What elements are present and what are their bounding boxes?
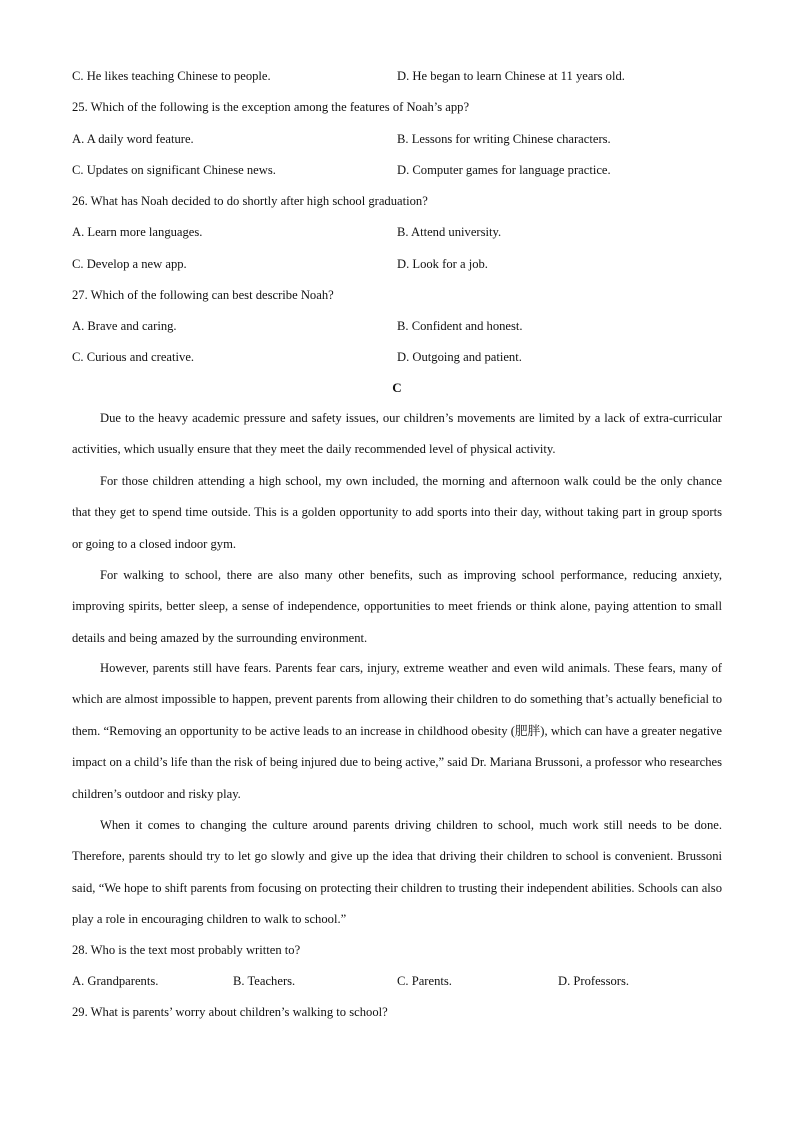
q28-option-b: B. Teachers.	[233, 974, 296, 988]
q28-option-a: A. Grandparents.	[72, 974, 159, 988]
q28-option-d: D. Professors.	[558, 974, 630, 988]
q27-option-b: B. Confident and honest.	[397, 319, 523, 333]
passage-paragraph-5: When it comes to changing the culture around parents driving children to school, much work still needs to be done. Therefore, parents should try to let go slowly and give up the idea that driving their children to school is convenient. Brussoni said, “We hope to shift parents from focusing on protecting their children to trusting their independent abilities. Schools can also play a role in encouraging children to walk to school.”	[72, 818, 722, 927]
passage-paragraph-1: Due to the heavy academic pressure and safety issues, our children’s movements are limited by a lack of extra-curricular activities, which usually ensure that they meet the daily recommended level of physical activity.	[72, 411, 722, 457]
q27-option-d: D. Outgoing and patient.	[397, 350, 522, 364]
q25-stem: 25. Which of the following is the exception among the features of Noah’s app?	[72, 100, 470, 114]
q28-stem: 28. Who is the text most probably written to?	[72, 943, 301, 957]
q24-option-d: D. He began to learn Chinese at 11 years old.	[397, 69, 625, 83]
q26-option-b: B. Attend university.	[397, 225, 502, 239]
q25-option-c: C. Updates on significant Chinese news.	[72, 163, 276, 177]
q26-option-a: A. Learn more languages.	[72, 225, 203, 239]
q25-option-a: A. A daily word feature.	[72, 132, 194, 146]
q25-option-b: B. Lessons for writing Chinese characters.	[397, 132, 611, 146]
q27-option-a: A. Brave and caring.	[72, 319, 177, 333]
passage-paragraph-2: For those children attending a high school, my own included, the morning and afternoon walk could be the only chance that they get to spend time outside. This is a golden opportunity to add sports into their day, without taking part in group sports or going to a closed indoor gym.	[72, 474, 722, 551]
q27-option-c: C. Curious and creative.	[72, 350, 195, 364]
q25-option-d: D. Computer games for language practice.	[397, 163, 611, 177]
q24-option-c: C. He likes teaching Chinese to people.	[72, 69, 271, 83]
q26-option-c: C. Develop a new app.	[72, 257, 187, 271]
passage-paragraph-3: For walking to school, there are also many other benefits, such as improving school performance, reducing anxiety, improving spirits, better sleep, a sense of independence, opportunities to meet friends or think alone, paying attention to small details and being amazed by the surrounding environment.	[72, 568, 722, 645]
q29-stem: 29. What is parents’ worry about children’s walking to school?	[72, 1005, 388, 1019]
q26-option-d: D. Look for a job.	[397, 257, 488, 271]
q28-option-c: C. Parents.	[397, 974, 452, 988]
passage-paragraph-4: However, parents still have fears. Parents fear cars, injury, extreme weather and even wild animals. These fears, many of which are almost impossible to happen, prevent parents from allowing their children to do something that’s actually beneficial to them. “Removing an opportunity to be active leads to an increase in childhood obesity (肥胖), which can have a greater negative impact on a child’s life than the risk of being injured due to being active,” said Dr. Mariana Brussoni, a professor who researches children’s outdoor and risky play.	[72, 661, 722, 801]
section-heading: C	[392, 380, 402, 395]
q27-stem: 27. Which of the following can best describe Noah?	[72, 288, 334, 302]
q26-stem: 26. What has Noah decided to do shortly after high school graduation?	[72, 194, 428, 208]
